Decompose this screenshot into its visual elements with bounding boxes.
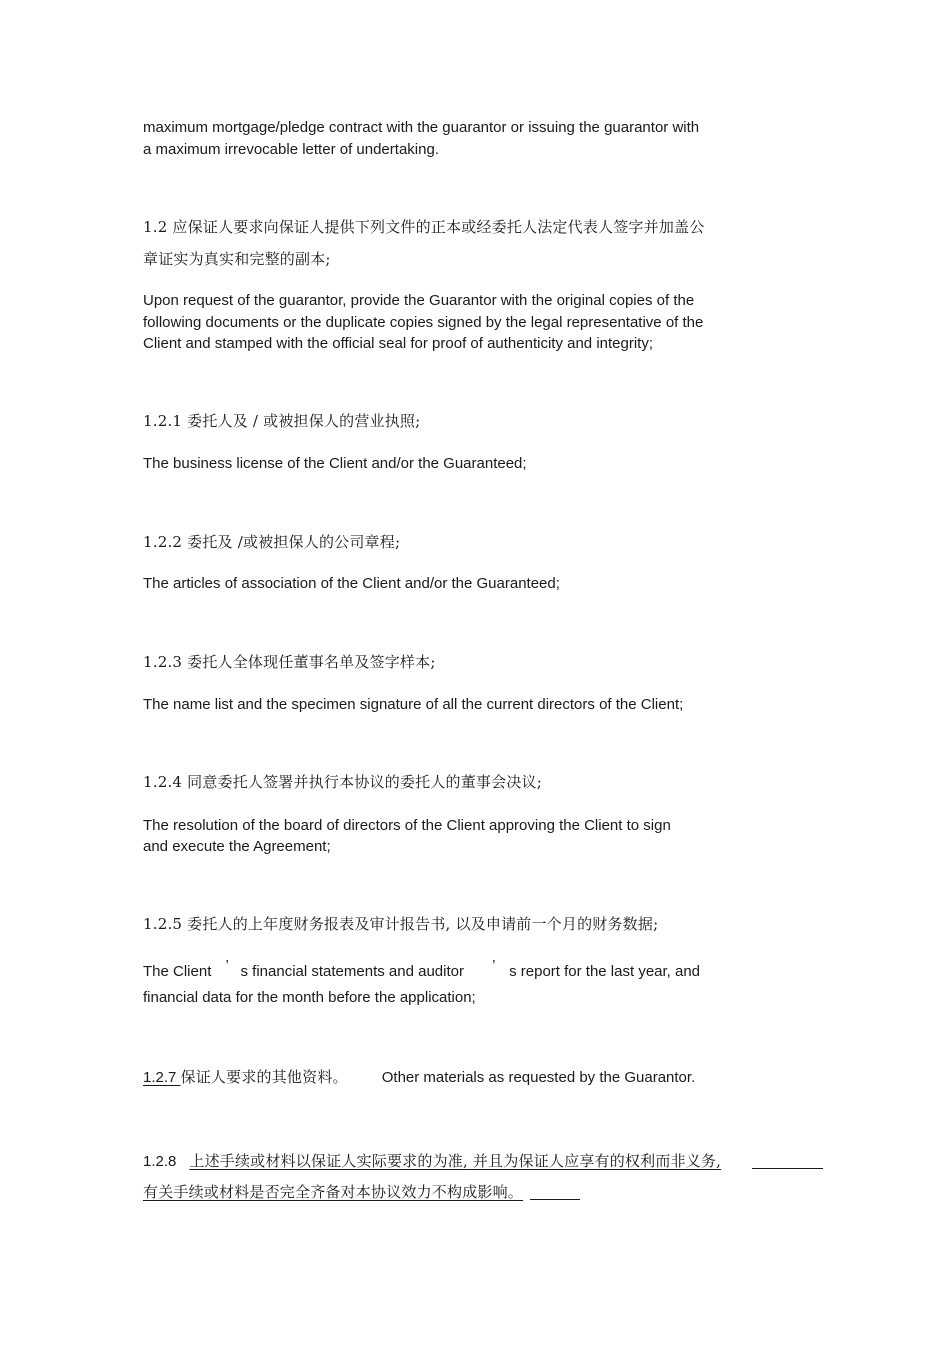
clause-1-2-5-zh: 1.2.5 委托人的上年度财务报表及审计报告书, 以及申请前一个月的财务数据; <box>143 915 659 933</box>
clause-1-2-5-en-line-2: financial data for the month before the application; <box>143 989 476 1006</box>
clause-1-2-8-zh-line-2: 有关手续或材料是否完全齐备对本协议效力不构成影响。 <box>143 1183 524 1201</box>
clause-1-2-1-en: The business license of the Client and/or the Guaranteed; <box>143 455 527 472</box>
clause-1-2-en-line-1: Upon request of the guarantor, provide the Guarantor with the original copies of the <box>143 292 695 309</box>
clause-1-2-zh-line-1: 1.2 应保证人要求向保证人提供下列文件的正本或经委托人法定代表人签字并加盖公 <box>143 218 705 236</box>
clause-1-2-5-en-line-1 <box>143 957 701 982</box>
apostrophe-2: ’ <box>492 957 495 974</box>
clause-1-2-en-line-3: Client and stamped with the official seal for proof of authenticity and integrity; <box>143 335 654 352</box>
clause-1-2-3-en: The name list and the specimen signature of all the current directors of the Client; <box>143 696 684 713</box>
clause-1-2-zh-line-2: 章证实为真实和完整的副本; <box>143 250 331 268</box>
clause-1-2-5-en-part-e: s report for the last year, and <box>509 963 701 980</box>
clause-1-2-5-en-part-c: s financial statements and auditor <box>240 963 464 980</box>
clause-1-2-7 <box>143 1067 695 1088</box>
underline-extension-1 <box>752 1168 823 1169</box>
clause-1-2-2-zh: 1.2.2 委托及 /或被担保人的公司章程; <box>143 533 401 551</box>
intro-line-1: maximum mortgage/pledge contract with the guarantor or issuing the guarantor with <box>143 119 700 136</box>
clause-1-2-7-number: 1.2.7 <box>143 1069 181 1086</box>
clause-1-2-3-zh: 1.2.3 委托人全体现任董事名单及签字样本; <box>143 653 436 671</box>
clause-1-2-8-number: 1.2.8 <box>143 1153 177 1170</box>
clause-1-2-1-zh: 1.2.1 委托人及 / 或被担保人的营业执照; <box>143 412 421 430</box>
clause-1-2-4-zh: 1.2.4 同意委托人签署并执行本协议的委托人的董事会决议; <box>143 773 542 791</box>
underline-extension-2 <box>530 1199 580 1200</box>
clause-1-2-4-en-line-2: and execute the Agreement; <box>143 838 331 855</box>
clause-1-2-7-en: Other materials as requested by the Guarantor. <box>381 1069 696 1086</box>
clause-1-2-2-en: The articles of association of the Client and/or the Guaranteed; <box>143 575 560 592</box>
clause-1-2-7-zh: 保证人要求的其他资料。 <box>180 1068 348 1086</box>
clause-1-2-en-line-2: following documents or the duplicate copies signed by the legal representative of the <box>143 314 704 331</box>
clause-1-2-8-line-1 <box>143 1151 721 1172</box>
clause-1-2-8-zh-line-1: 上述手续或材料以保证人实际要求的为准, 并且为保证人应享有的权利而非义务, <box>189 1152 722 1170</box>
clause-1-2-4-en-line-1: The resolution of the board of directors of the Client approving the Client to sign <box>143 817 671 834</box>
clause-1-2-5-en-part-a: The Client <box>143 963 212 980</box>
intro-line-2: a maximum irrevocable letter of undertaking. <box>143 141 439 158</box>
apostrophe-1: ’ <box>225 957 229 974</box>
